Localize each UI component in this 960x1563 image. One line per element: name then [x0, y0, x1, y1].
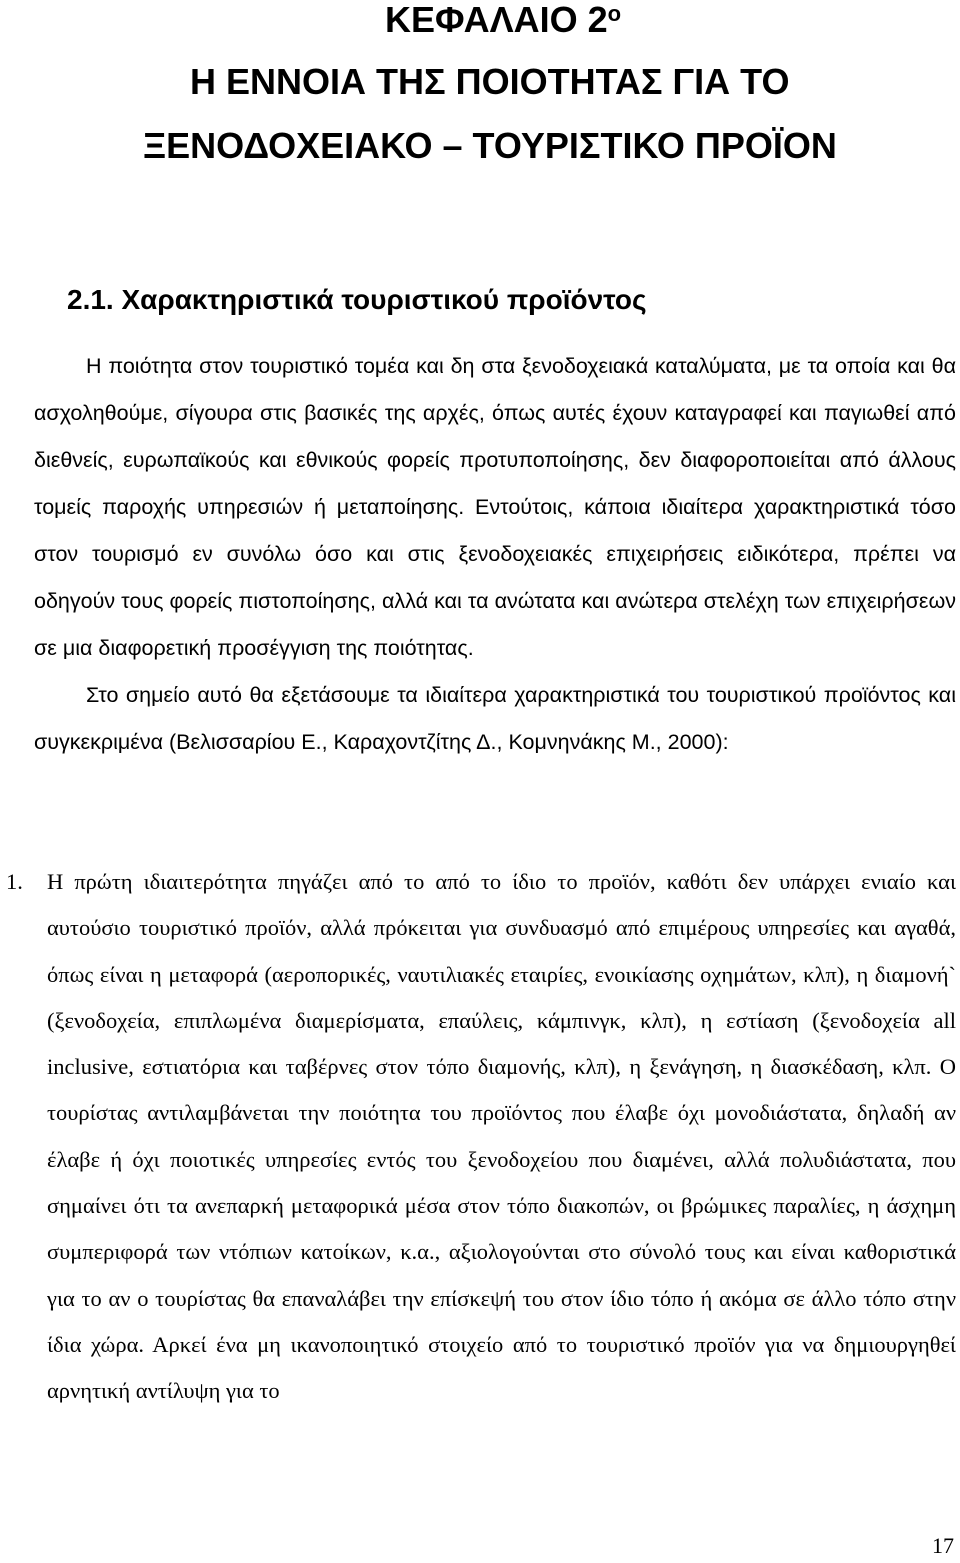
page-number: 17: [932, 1533, 954, 1558]
section-heading: 2.1. Χαρακτηριστικά τουριστικού προϊόντος: [67, 284, 647, 315]
paragraph-1: Η ποιότητα στον τουριστικό τομέα και δη στα ξενοδοχειακά καταλύματα, με τα οποία και θα ασχοληθούμε, σίγουρα στις βασικές της αρχές, όπως αυτές έχουν καταγραφεί και παγιωθεί από διεθνείς, ευρωπαϊκούς και εθνικούς φορείς προτυποποίησης, δεν διαφοροποιείται από άλλους τομείς παροχής υπηρεσιών ή μεταποίησης. Εντούτοις, κάποια ιδιαίτερα χαρακτηριστικά τόσο στον τουρισμό εν συνόλω όσο και στις ξενοδοχειακές επιχειρήσεις ειδικότερα, πρέπει να οδηγούν τους φορείς πιστοποίησης, αλλά και τα ανώτατα και ανώτερα στελέχη των επιχειρήσεων σε μια διαφορετική προσέγγιση της ποιότητας.: [34, 354, 956, 660]
chapter-title-line-1: Η ΕΝΝΟΙΑ ΤΗΣ ΠΟΙΟΤΗΤΑΣ ΓΙΑ ΤΟ: [190, 61, 790, 102]
paragraph-2: Στο σημείο αυτό θα εξετάσουμε τα ιδιαίτερα χαρακτηριστικά του τουριστικού προϊόντος και συγκεκριμένα (Βελισσαρίου Ε., Καραχοντζίτης Δ., Κομνηνάκης Μ., 2000):: [34, 683, 956, 754]
chapter-label: [385, 0, 621, 40]
chapter-title-line-2: ΞΕΝΟΔΟΧΕΙΑΚΟ – ΤΟΥΡΙΣΤΙΚΟ ΠΡΟΪΟΝ: [143, 125, 837, 166]
body-text: [34, 343, 956, 766]
chapter-label-superscript: ο: [607, 1, 622, 26]
chapter-label-text: ΚΕΦΑΛΑΙΟ 2: [385, 0, 608, 40]
list-item-number: 1.: [6, 869, 23, 894]
list-item-text: Η πρώτη ιδιαιτερότητα πηγάζει από το από το ίδιο το προϊόν, καθότι δεν υπάρχει ενιαίο και αυτούσιο τουριστικό προϊόν, αλλά πρόκειται για συνδυασμό από επιμέρους υπηρεσίες και αγαθά, όπως είναι η μεταφορά (αεροπορικές, ναυτιλιακές εταιρίες, ενοικίασης οχημάτων, κλπ), η διαμονή` (ξενοδοχεία, επιπλωμένα διαμερίσματα, επαύλεις, κάμπινγκ, κλπ), η εστίαση (ξενοδοχεία all inclusive, εστιατόρια και ταβέρνες στον τόπο διαμονής, κλπ), η ξενάγηση, η διασκέδαση, κλπ. Ο τουρίστας αντιλαμβάνεται την ποιότητα του προϊόντος που έλαβε όχι μονοδιάστατα, δηλαδή αν έλαβε ή όχι ποιοτικές υπηρεσίες εντός του ξενοδοχείου που διαμένει, αλλά πολυδιάστατα, που σημαίνει ότι τα ανεπαρκή μεταφορικά μέσα στον τόπο διακοπών, οι βρώμικες παραλίες, η άσχημη συμπεριφορά των ντόπιων κατοίκων, κ.α., αξιολογούνται στο σύνολό τους και είναι καθοριστικά για το αν ο τουρίστας θα επαναλάβει την επίσκεψή του στον ίδιο τόπο ή ακόμα σε άλλο τόπο στην ίδια χώρα. Αρκεί ένα μη ικανοποιητικό στοιχείο από το τουριστικό προϊόν για να δημιουργηθεί αρνητική αντίλυψη για το: [47, 869, 956, 1404]
list-item: [6, 859, 956, 1415]
